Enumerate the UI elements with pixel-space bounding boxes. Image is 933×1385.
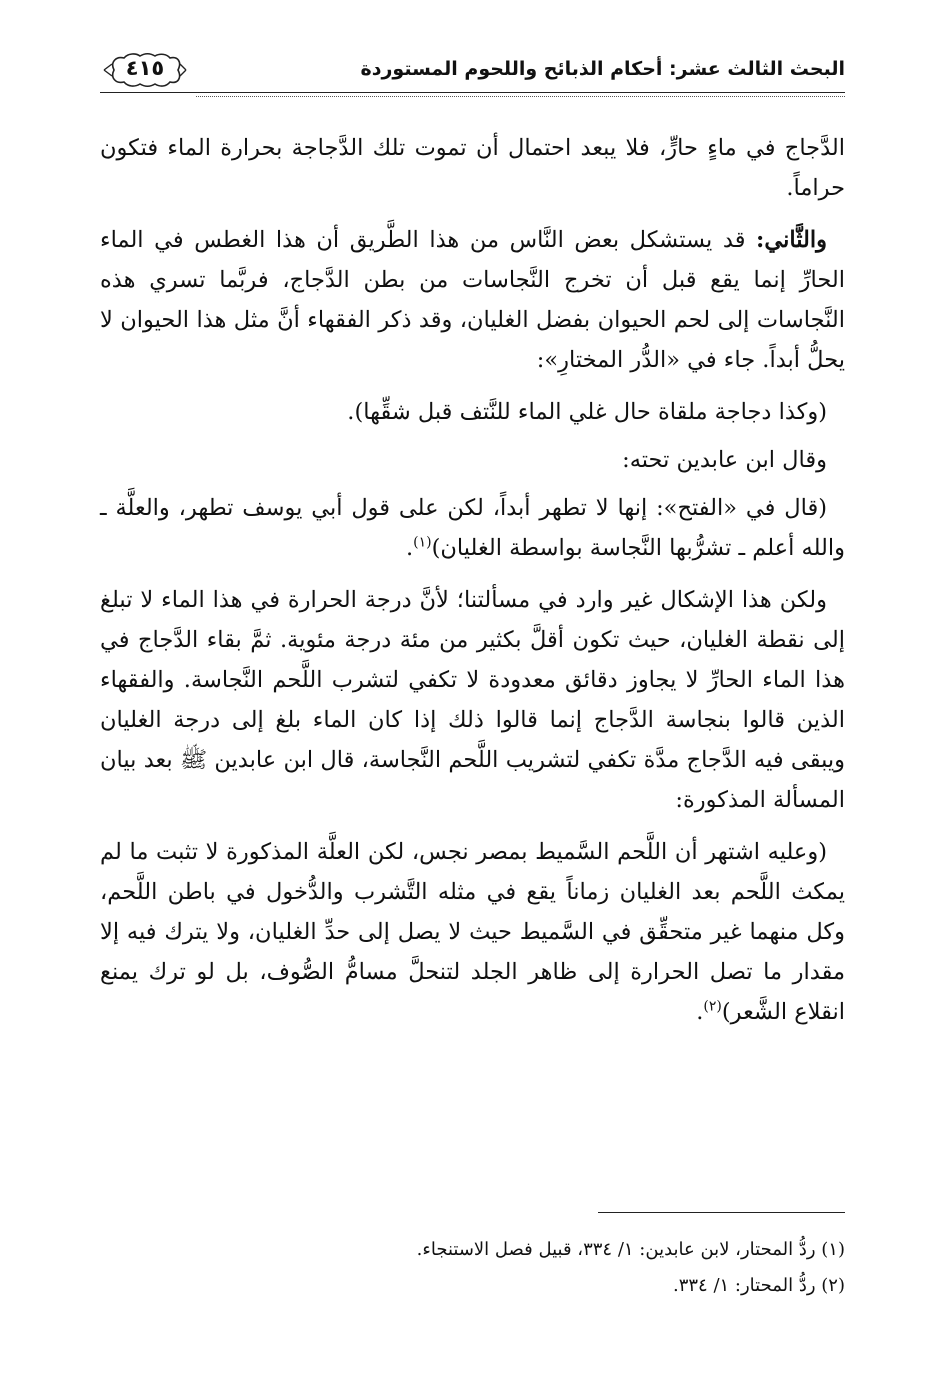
quote-2: [100, 488, 845, 568]
running-title-rest: أحكام الذبائح واللحوم المستوردة: [360, 58, 670, 80]
footnote-ref-2: (٢): [703, 998, 722, 1015]
running-title: [361, 58, 846, 80]
page-number: ٤١٥: [125, 56, 165, 80]
paragraph-2: [100, 220, 845, 380]
paragraph-2-text: قد يستشكل بعض النَّاس من هذا الطَّريق أن هذا الغطس في الماء الحارِّ إنما يقع قبل أن تخرج النَّجاسات من بطن الدَّجاج، فربَّما تسري هذه النَّجاسات إلى لحم الحيوان بفضل الغليان، وقد ذكر الفقهاء أنَّ مثل هذا الحيوان لا يحلُّ أبداً. جاء في «الدُّر المختارِ»:: [100, 227, 845, 373]
quote-3-end: .: [696, 999, 704, 1025]
quote-2-end: .: [405, 535, 414, 561]
quote-3: [100, 832, 845, 1032]
footnotes: [100, 1232, 845, 1304]
footnote-separator: [598, 1212, 845, 1213]
header-rule: [100, 92, 845, 93]
quote-2-text: (قال في «الفتح»: إنها لا تطهر أبداً، لكن على قول أبي يوسف تطهر، والعلَّة ـ والله أعلم ـ تشرُّبها النَّجاسة بواسطة الغليان): [100, 495, 845, 561]
paragraph-4: ولكن هذا الإشكال غير وارد في مسألتنا؛ لأنَّ درجة الحرارة في هذا الماء لا تبلغ إلى نقطة الغليان، حيث تكون أقلَّ بكثير من مئة درجة مئوية. ثمَّ بقاء الدَّجاج في هذا الماء الحارِّ لا يجاوز دقائق معدودة لا تكفي لتشرب اللَّحم النَّجاسة. والفقهاء الذين قالوا بنجاسة الدَّجاج إنما قالوا ذلك إذا كان الماء بلغ إلى درجة الغليان ويبقى فيه الدَّجاج مدَّة تكفي لتشريب اللَّحم النَّجاسة، قال ابن عابدين ﷺ بعد بيان المسألة المذكورة:: [100, 587, 845, 813]
page-header: [100, 50, 845, 94]
running-title-lead: البحث الثالث عشر:: [669, 58, 845, 80]
paragraph-1: الدَّجاج في ماءٍ حارٍّ، فلا يبعد احتمال أن تموت تلك الدَّجاجة بحرارة الماء فتكون حراماً.: [100, 135, 845, 201]
footnote-1: (١) ردُّ المحتار، لابن عابدين: ١/ ٣٣٤، قبيل فصل الاستنجاء.: [416, 1239, 845, 1260]
footnote-ref-1: (١): [413, 534, 432, 551]
quote-1: (وكذا دجاجة ملقاة حال غلي الماء للنَّتف قبل شقِّها).: [347, 399, 827, 425]
paragraph-2-lead: والثَّاني:: [756, 227, 827, 253]
header-rule-dotted: [196, 96, 845, 97]
paragraph-3: وقال ابن عابدين تحته:: [622, 447, 827, 473]
quote-3-text: (وعليه اشتهر أن اللَّحم السَّميط بمصر نجس، لكن العلَّة المذكورة لا تثبت ما لم يمكث اللَّحم بعد الغليان زماناً يقع في مثله التَّشرب والدُّخول في باطن اللَّحم، وكل منهما غير متحقِّق في السَّميط حيث لا يصل إلى حدِّ الغليان، ولا يترك فيه إلا مقدار ما تصل الحرارة إلى ظاهر الجلد لتنحلَّ مسامُّ الصُّوف، بل لو ترك يمنع انقلاع الشَّعر): [100, 839, 845, 1025]
main-text: [100, 128, 845, 1044]
page-number-frame: [100, 50, 190, 90]
footnote-2: (٢) ردُّ المحتار: ١/ ٣٣٤.: [672, 1275, 845, 1296]
